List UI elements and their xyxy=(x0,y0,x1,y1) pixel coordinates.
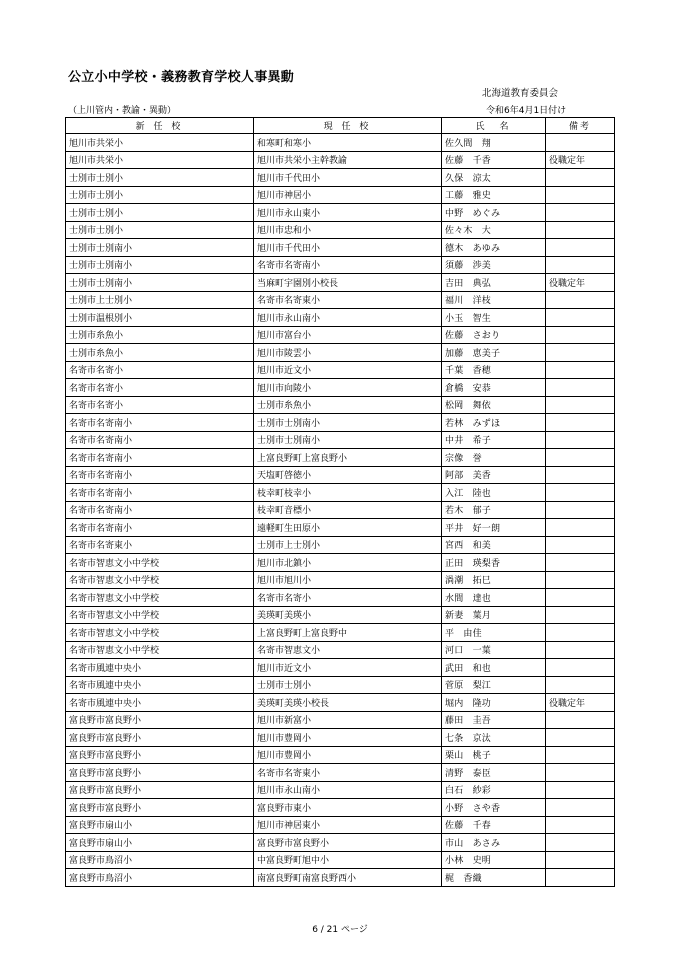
name-cell: 市山 あさみ xyxy=(442,834,546,852)
new-school-cell: 士別市士別南小 xyxy=(66,256,254,274)
current-school-cell: 旭川市千代田小 xyxy=(254,239,442,257)
remarks-cell xyxy=(546,659,615,677)
current-school-cell: 士別市上士別小 xyxy=(254,536,442,554)
current-school-cell: 上富良野町上富良野中 xyxy=(254,624,442,642)
current-school-cell: 旭川市神居東小 xyxy=(254,816,442,834)
new-school-cell: 名寄市智恵文小中学校 xyxy=(66,624,254,642)
name-cell: 倉橋 安恭 xyxy=(442,379,546,397)
table-row xyxy=(66,694,615,712)
table-row xyxy=(66,396,615,414)
name-cell: 菅原 梨江 xyxy=(442,676,546,694)
current-school-cell: 旭川市豊岡小 xyxy=(254,746,442,764)
current-school-cell: 名寄市名寄東小 xyxy=(254,764,442,782)
remarks-cell: 役職定年 xyxy=(546,151,615,169)
new-school-cell: 富良野市鳥沼小 xyxy=(66,869,254,887)
remarks-cell xyxy=(546,414,615,432)
current-school-cell: 士別市士別南小 xyxy=(254,431,442,449)
new-school-cell: 名寄市智恵文小中学校 xyxy=(66,571,254,589)
current-school-cell: 旭川市富台小 xyxy=(254,326,442,344)
current-school-cell: 和寒町和寒小 xyxy=(254,134,442,152)
document-title: 公立小中学校・義務教育学校人事異動 xyxy=(68,70,295,85)
remarks-cell xyxy=(546,589,615,607)
remarks-cell xyxy=(546,501,615,519)
remarks-cell xyxy=(546,869,615,887)
new-school-cell: 名寄市風連中央小 xyxy=(66,694,254,712)
remarks-cell xyxy=(546,851,615,869)
remarks-cell xyxy=(546,221,615,239)
current-school-cell: 美瑛町美瑛小 xyxy=(254,606,442,624)
current-school-cell: 旭川市神居小 xyxy=(254,186,442,204)
current-school-cell: 旭川市近文小 xyxy=(254,659,442,677)
table-row xyxy=(66,221,615,239)
current-school-cell: 士別市士別小 xyxy=(254,676,442,694)
new-school-cell: 富良野市富良野小 xyxy=(66,799,254,817)
name-cell: 藤田 圭吾 xyxy=(442,711,546,729)
current-school-cell: 遠軽町生田原小 xyxy=(254,519,442,537)
new-school-cell: 名寄市名寄南小 xyxy=(66,414,254,432)
current-school-cell: 天塩町啓徳小 xyxy=(254,466,442,484)
table-row xyxy=(66,676,615,694)
name-cell: 吉田 典弘 xyxy=(442,274,546,292)
name-cell: 渦潮 拓巳 xyxy=(442,571,546,589)
name-cell: 阿部 美香 xyxy=(442,466,546,484)
new-school-cell: 名寄市智恵文小中学校 xyxy=(66,641,254,659)
subtitle: （上川管内・教諭・異動） xyxy=(68,106,177,116)
table-row xyxy=(66,484,615,502)
new-school-cell: 名寄市名寄東小 xyxy=(66,536,254,554)
current-school-cell: 旭川市陵雲小 xyxy=(254,344,442,362)
new-school-cell: 名寄市智恵文小中学校 xyxy=(66,554,254,572)
remarks-cell xyxy=(546,781,615,799)
new-school-cell: 士別市糸魚小 xyxy=(66,344,254,362)
name-cell: 佐藤 千春 xyxy=(442,816,546,834)
remarks-cell xyxy=(546,571,615,589)
name-cell: 德木 あゆみ xyxy=(442,239,546,257)
table-row xyxy=(66,571,615,589)
current-school-cell: 名寄市名寄小 xyxy=(254,589,442,607)
table-row xyxy=(66,711,615,729)
remarks-cell xyxy=(546,764,615,782)
current-school-cell: 士別市士別南小 xyxy=(254,414,442,432)
new-school-cell: 名寄市名寄南小 xyxy=(66,449,254,467)
table-row xyxy=(66,501,615,519)
current-school-cell: 旭川市忠和小 xyxy=(254,221,442,239)
new-school-cell: 士別市士別南小 xyxy=(66,274,254,292)
name-cell: 七条 京汰 xyxy=(442,729,546,747)
current-school-cell: 枝幸町音標小 xyxy=(254,501,442,519)
remarks-cell xyxy=(546,309,615,327)
current-school-cell: 富良野市東小 xyxy=(254,799,442,817)
remarks-cell xyxy=(546,396,615,414)
new-school-cell: 富良野市富良野小 xyxy=(66,746,254,764)
remarks-cell xyxy=(546,624,615,642)
name-cell: 清野 泰臣 xyxy=(442,764,546,782)
table-row xyxy=(66,361,615,379)
new-school-cell: 富良野市扇山小 xyxy=(66,816,254,834)
new-school-cell: 士別市士別小 xyxy=(66,204,254,222)
page-number: 6 / 21 ページ xyxy=(312,925,368,935)
table-header-row xyxy=(66,118,615,134)
new-school-cell: 富良野市扇山小 xyxy=(66,834,254,852)
column-header-name: 氏 名 xyxy=(442,118,546,134)
new-school-cell: 旭川市共栄小 xyxy=(66,151,254,169)
name-cell: 河口 一葉 xyxy=(442,641,546,659)
current-school-cell: 旭川市新富小 xyxy=(254,711,442,729)
new-school-cell: 名寄市風連中央小 xyxy=(66,676,254,694)
name-cell: 中野 めぐみ xyxy=(442,204,546,222)
new-school-cell: 名寄市名寄南小 xyxy=(66,484,254,502)
remarks-cell xyxy=(546,344,615,362)
name-cell: 中井 希子 xyxy=(442,431,546,449)
new-school-cell: 旭川市共栄小 xyxy=(66,134,254,152)
table-row xyxy=(66,764,615,782)
new-school-cell: 名寄市名寄南小 xyxy=(66,466,254,484)
name-cell: 須藤 渉美 xyxy=(442,256,546,274)
name-cell: 佐々木 大 xyxy=(442,221,546,239)
table-row xyxy=(66,834,615,852)
current-school-cell: 名寄市名寄東小 xyxy=(254,291,442,309)
remarks-cell xyxy=(546,711,615,729)
name-cell: 若林 みずほ xyxy=(442,414,546,432)
table-row xyxy=(66,431,615,449)
remarks-cell xyxy=(546,554,615,572)
current-school-cell: 名寄市智恵文小 xyxy=(254,641,442,659)
remarks-cell xyxy=(546,449,615,467)
table-row xyxy=(66,641,615,659)
new-school-cell: 富良野市鳥沼小 xyxy=(66,851,254,869)
remarks-cell: 役職定年 xyxy=(546,274,615,292)
name-cell: 小林 史明 xyxy=(442,851,546,869)
remarks-cell xyxy=(546,134,615,152)
table-row xyxy=(66,781,615,799)
new-school-cell: 士別市士別小 xyxy=(66,186,254,204)
new-school-cell: 名寄市名寄小 xyxy=(66,396,254,414)
name-cell: 宗像 誉 xyxy=(442,449,546,467)
table-row xyxy=(66,134,615,152)
new-school-cell: 名寄市名寄南小 xyxy=(66,519,254,537)
name-cell: 水間 達也 xyxy=(442,589,546,607)
name-cell: 佐藤 さおり xyxy=(442,326,546,344)
new-school-cell: 名寄市風連中央小 xyxy=(66,659,254,677)
remarks-cell xyxy=(546,536,615,554)
new-school-cell: 士別市上士別小 xyxy=(66,291,254,309)
table-row xyxy=(66,326,615,344)
current-school-cell: 枝幸町枝幸小 xyxy=(254,484,442,502)
table-row xyxy=(66,169,615,187)
new-school-cell: 名寄市智恵文小中学校 xyxy=(66,589,254,607)
table-row xyxy=(66,851,615,869)
name-cell: 佐久間 翔 xyxy=(442,134,546,152)
column-header-remarks: 備考 xyxy=(546,118,615,134)
remarks-cell xyxy=(546,676,615,694)
remarks-cell xyxy=(546,484,615,502)
new-school-cell: 名寄市智恵文小中学校 xyxy=(66,606,254,624)
table-row xyxy=(66,309,615,327)
table-row xyxy=(66,746,615,764)
current-school-cell: 旭川市千代田小 xyxy=(254,169,442,187)
current-school-cell: 旭川市永山東小 xyxy=(254,204,442,222)
name-cell: 千葉 香穂 xyxy=(442,361,546,379)
table-row xyxy=(66,659,615,677)
current-school-cell: 美瑛町美瑛小校長 xyxy=(254,694,442,712)
name-cell: 若木 郁子 xyxy=(442,501,546,519)
new-school-cell: 士別市士別小 xyxy=(66,169,254,187)
remarks-cell xyxy=(546,169,615,187)
table-row xyxy=(66,816,615,834)
remarks-cell xyxy=(546,466,615,484)
table-row xyxy=(66,239,615,257)
new-school-cell: 士別市糸魚小 xyxy=(66,326,254,344)
name-cell: 福川 洋枝 xyxy=(442,291,546,309)
name-cell: 宮西 和美 xyxy=(442,536,546,554)
name-cell: 栗山 桃子 xyxy=(442,746,546,764)
table-row xyxy=(66,449,615,467)
remarks-cell xyxy=(546,204,615,222)
new-school-cell: 富良野市富良野小 xyxy=(66,764,254,782)
new-school-cell: 士別市士別小 xyxy=(66,221,254,239)
table-row xyxy=(66,869,615,887)
organization: 北海道教育委員会 xyxy=(482,88,559,99)
new-school-cell: 富良野市富良野小 xyxy=(66,711,254,729)
new-school-cell: 士別市温根別小 xyxy=(66,309,254,327)
table-row xyxy=(66,256,615,274)
table-row xyxy=(66,186,615,204)
remarks-cell xyxy=(546,326,615,344)
name-cell: 工藤 雅史 xyxy=(442,186,546,204)
remarks-cell: 役職定年 xyxy=(546,694,615,712)
remarks-cell xyxy=(546,799,615,817)
remarks-cell xyxy=(546,291,615,309)
remarks-cell xyxy=(546,816,615,834)
current-school-cell: 上富良野町上富良野小 xyxy=(254,449,442,467)
current-school-cell: 旭川市豊岡小 xyxy=(254,729,442,747)
table-row xyxy=(66,519,615,537)
table-row xyxy=(66,274,615,292)
table-row xyxy=(66,204,615,222)
remarks-cell xyxy=(546,746,615,764)
name-cell: 堀内 隆功 xyxy=(442,694,546,712)
current-school-cell: 旭川市向陵小 xyxy=(254,379,442,397)
name-cell: 武田 和也 xyxy=(442,659,546,677)
name-cell: 平井 好一朗 xyxy=(442,519,546,537)
remarks-cell xyxy=(546,256,615,274)
current-school-cell: 名寄市名寄南小 xyxy=(254,256,442,274)
new-school-cell: 名寄市名寄南小 xyxy=(66,501,254,519)
current-school-cell: 旭川市共栄小主幹教諭 xyxy=(254,151,442,169)
table-row xyxy=(66,379,615,397)
new-school-cell: 士別市士別南小 xyxy=(66,239,254,257)
current-school-cell: 旭川市永山南小 xyxy=(254,781,442,799)
effective-date: 令和6年4月1日付け xyxy=(486,106,567,116)
name-cell: 入江 陸也 xyxy=(442,484,546,502)
name-cell: 平 由佳 xyxy=(442,624,546,642)
personnel-table xyxy=(65,117,615,887)
table-body xyxy=(66,134,615,887)
table-row xyxy=(66,554,615,572)
remarks-cell xyxy=(546,361,615,379)
name-cell: 小野 さや香 xyxy=(442,799,546,817)
table-row xyxy=(66,466,615,484)
new-school-cell: 富良野市富良野小 xyxy=(66,781,254,799)
remarks-cell xyxy=(546,729,615,747)
new-school-cell: 名寄市名寄小 xyxy=(66,361,254,379)
current-school-cell: 当麻町宇園別小校長 xyxy=(254,274,442,292)
current-school-cell: 士別市糸魚小 xyxy=(254,396,442,414)
table-row xyxy=(66,799,615,817)
current-school-cell: 中富良野町旭中小 xyxy=(254,851,442,869)
name-cell: 梶 香織 xyxy=(442,869,546,887)
name-cell: 小玉 智生 xyxy=(442,309,546,327)
name-cell: 白石 紗彩 xyxy=(442,781,546,799)
name-cell: 新妻 葉月 xyxy=(442,606,546,624)
table-row xyxy=(66,414,615,432)
current-school-cell: 旭川市北鎮小 xyxy=(254,554,442,572)
remarks-cell xyxy=(546,186,615,204)
table-row xyxy=(66,536,615,554)
name-cell: 松岡 舞依 xyxy=(442,396,546,414)
column-header-current-school: 現 任 校 xyxy=(254,118,442,134)
new-school-cell: 名寄市名寄小 xyxy=(66,379,254,397)
current-school-cell: 南富良野町南富良野西小 xyxy=(254,869,442,887)
remarks-cell xyxy=(546,431,615,449)
remarks-cell xyxy=(546,641,615,659)
table-row xyxy=(66,729,615,747)
remarks-cell xyxy=(546,834,615,852)
name-cell: 佐藤 千香 xyxy=(442,151,546,169)
table-row xyxy=(66,589,615,607)
remarks-cell xyxy=(546,606,615,624)
table-row xyxy=(66,606,615,624)
current-school-cell: 旭川市近文小 xyxy=(254,361,442,379)
name-cell: 加藤 恵美子 xyxy=(442,344,546,362)
remarks-cell xyxy=(546,379,615,397)
column-header-new-school: 新 任 校 xyxy=(66,118,254,134)
current-school-cell: 旭川市永山南小 xyxy=(254,309,442,327)
table-row xyxy=(66,291,615,309)
name-cell: 久保 涼太 xyxy=(442,169,546,187)
table-row xyxy=(66,344,615,362)
new-school-cell: 名寄市名寄南小 xyxy=(66,431,254,449)
new-school-cell: 富良野市富良野小 xyxy=(66,729,254,747)
remarks-cell xyxy=(546,239,615,257)
table-row xyxy=(66,151,615,169)
current-school-cell: 旭川市旭川小 xyxy=(254,571,442,589)
remarks-cell xyxy=(546,519,615,537)
table-row xyxy=(66,624,615,642)
name-cell: 正田 瑛梨香 xyxy=(442,554,546,572)
current-school-cell: 富良野市富良野小 xyxy=(254,834,442,852)
